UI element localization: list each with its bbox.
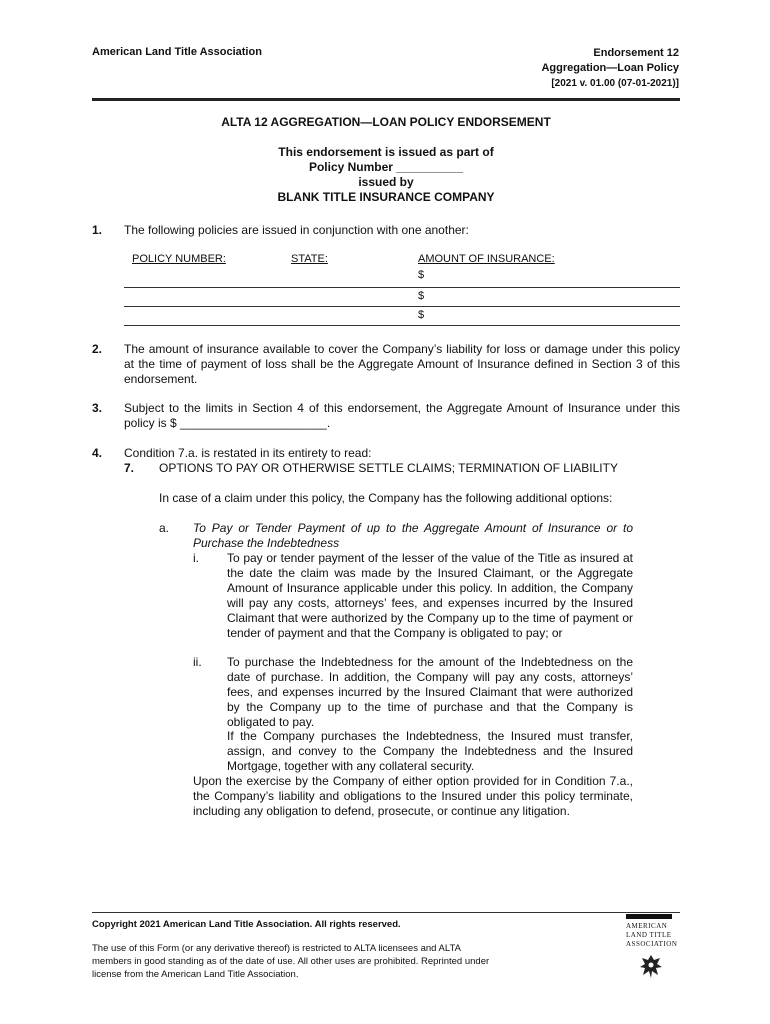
section-1-text: The following policies are issued in conjunction with one another: [124, 223, 469, 237]
amount-cell-2: $ [418, 290, 425, 302]
section-4-number: 4. [92, 446, 103, 460]
header-divider [92, 98, 680, 101]
header-form-info [541, 46, 679, 91]
logo-line-1: AMERICAN [626, 922, 668, 930]
footer-notice: The use of this Form (or any derivative thereof) is restricted to ALTA licensees and ALTA members in good standing as of the date of use. All other uses are prohibited. Reprinted under license from the American Land Title Association. [92, 943, 490, 980]
section-4-intro: Condition 7.a. is restated in its entirety to read: [124, 446, 372, 460]
table-row-line-3 [124, 325, 680, 326]
alta-logo [626, 914, 678, 986]
option-a-closing: Upon the exercise by the Company of either option provided for in Condition 7.a., the Company’s liability and obligations to the Insured under this policy terminate, including any obligation to defend, prosecute, or continue any litigation. [193, 774, 633, 818]
amount-cell-3: $ [418, 309, 425, 321]
header-org: American Land Title Association [92, 46, 262, 58]
section-2-text: The amount of insurance available to cover the Company’s liability for loss or damage under this policy at the time of payment of loss shall be the Aggregate Amount of Insurance defined in Section 3 of this endorsement. [124, 342, 680, 386]
footer-divider [92, 912, 680, 913]
document-title: ALTA 12 AGGREGATION—LOAN POLICY ENDORSEMENT [221, 115, 551, 129]
option-a-heading: To Pay or Tender Payment of up to the Aggregate Amount of Insurance or to Purchase the Indebtedness [193, 521, 633, 550]
form-version: [2021 v. 01.00 (07-01-2021)] [551, 78, 679, 89]
col-state: STATE: [291, 253, 328, 265]
option-ii-text: To purchase the Indebtedness for the amount of the Indebtedness on the date of purchase. In addition, the Company will pay any costs, attorneys’ fees, and expenses incurred by the Insured Claimant that were authorized by the Company up to the time of purchase and that the Company is obligated to pay. [227, 655, 633, 729]
condition-7-number: 7. [124, 461, 135, 475]
footer-copyright: Copyright 2021 American Land Title Association. All rights reserved. [92, 919, 401, 930]
amount-cell-1: $ [418, 269, 425, 281]
option-a-number: a. [159, 521, 170, 535]
condition-7-text: In case of a claim under this policy, the Company has the following additional options: [159, 491, 613, 505]
section-3-number: 3. [92, 401, 103, 415]
option-i-number: i. [193, 551, 199, 565]
logo-text [626, 922, 677, 949]
eagle-seal-icon [638, 952, 664, 980]
table-row-line-2 [124, 306, 680, 307]
section-2-number: 2. [92, 342, 103, 356]
section-3-text: Subject to the limits in Section 4 of this endorsement, the Aggregate Amount of Insurance under this policy is $ ______________________. [124, 401, 680, 430]
table-row-line-1 [124, 287, 680, 288]
logo-bar [626, 914, 672, 919]
document-subtitle [92, 145, 680, 205]
col-amount: AMOUNT OF INSURANCE: [418, 253, 555, 265]
logo-line-2: LAND TITLE [626, 931, 672, 939]
section-1-number: 1. [92, 223, 103, 237]
subtitle-line-4: BLANK TITLE INSURANCE COMPANY [277, 190, 495, 204]
col-policy-number: POLICY NUMBER: [132, 253, 226, 265]
logo-line-3: ASSOCIATION [626, 940, 678, 948]
subtitle-line-1: This endorsement is issued as part of [278, 145, 494, 159]
option-i-text: To pay or tender payment of the lesser of the value of the Title as insured at the date the claim was made by the Insured Claimant, or the Aggregate Amount of Insurance applicable under this policy. In addition, the Company will pay any costs, attorneys’ fees, and expenses incurred by the Insured Claimant that were authorized by the Company up to the time of payment or tender of payment and that the Company is obligated to pay; or [227, 551, 633, 640]
subtitle-line-3: issued by [358, 175, 414, 189]
option-ii-text-2: If the Company purchases the Indebtedness, the Insured must transfer, assign, and convey to the Company the Indebtedness and the Insured Mortgage, together with any collateral security. [227, 729, 633, 773]
option-ii-number: ii. [193, 655, 202, 669]
subtitle-line-2: Policy Number __________ [308, 160, 464, 174]
form-name: Aggregation—Loan Policy [541, 62, 679, 74]
endorsement-number: Endorsement 12 [593, 47, 679, 59]
condition-7-heading: OPTIONS TO PAY OR OTHERWISE SETTLE CLAIMS; TERMINATION OF LIABILITY [159, 461, 618, 475]
